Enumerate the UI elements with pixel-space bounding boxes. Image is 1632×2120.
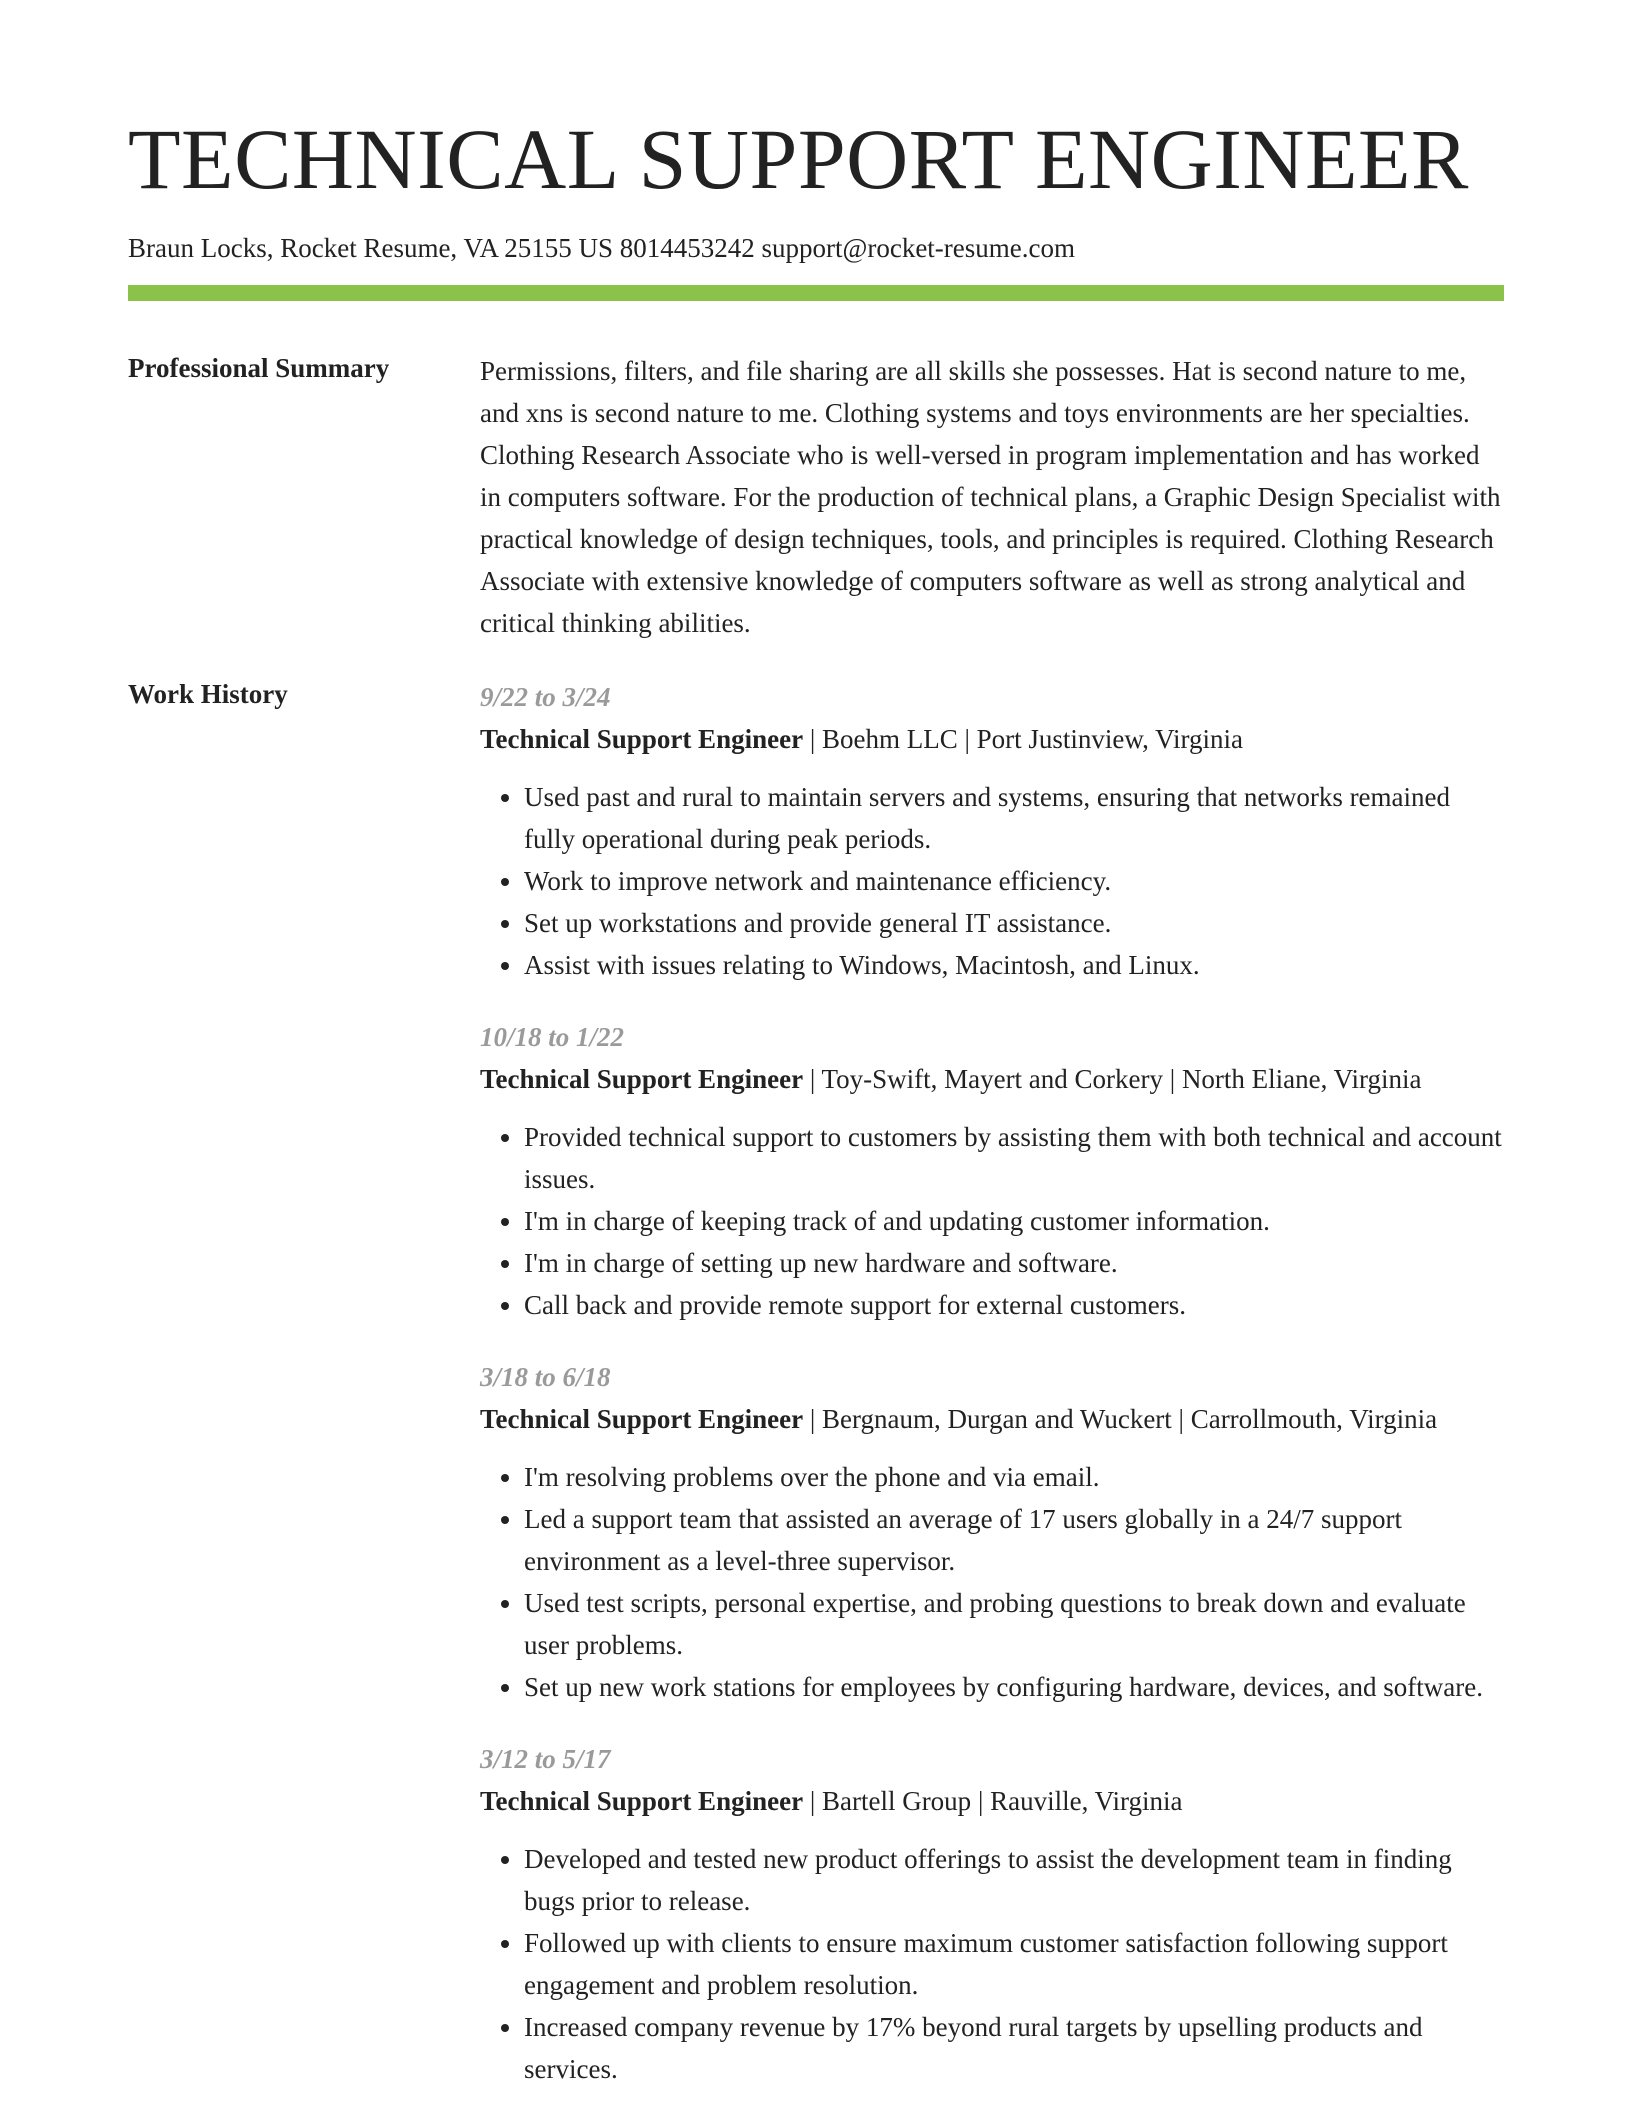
job-bullet: • Increased company revenue by 17% beyond rural targets by upselling products and services. [524, 2006, 1504, 2090]
job-bullet: • Work to improve network and maintenance efficiency. [524, 860, 1504, 902]
header-divider [128, 285, 1504, 301]
job-heading [480, 1058, 1504, 1100]
job-title: Technical Support Engineer [480, 1786, 804, 1816]
job-bullet: • Led a support team that assisted an average of 17 users globally in a 24/7 support environment as a level-three supervisor. [524, 1498, 1504, 1582]
job-company: Bergnaum, Durgan and Wuckert [821, 1404, 1172, 1434]
resume-title: TECHNICAL SUPPORT ENGINEER [128, 111, 1469, 207]
job-bullet: • Provided technical support to customers by assisting them with both technical and account issues. [524, 1116, 1504, 1200]
job-dates: 10/18 to 1/22 [480, 1022, 625, 1052]
job-title: Technical Support Engineer [480, 724, 804, 754]
job-entry [480, 1738, 1504, 2090]
job-bullet: • Followed up with clients to ensure maximum customer satisfaction following support engagement and problem resolution. [524, 1922, 1504, 2006]
separator: | [957, 724, 977, 754]
job-bullet-list [480, 1838, 1504, 2090]
job-bullet: • I'm in charge of setting up new hardware and software. [524, 1242, 1504, 1284]
job-dates: 3/12 to 5/17 [480, 1744, 611, 1774]
job-bullet-list [480, 776, 1504, 986]
job-heading [480, 1398, 1504, 1440]
summary-section [480, 350, 1504, 644]
job-bullet: • Used past and rural to maintain servers and systems, ensuring that networks remained fully operational during peak periods. [524, 776, 1504, 860]
job-bullet: • I'm resolving problems over the phone and via email. [524, 1456, 1504, 1498]
job-location: Rauville, Virginia [990, 1786, 1183, 1816]
job-bullet: • Developed and tested new product offerings to assist the development team in finding bugs prior to release. [524, 1838, 1504, 1922]
job-title: Technical Support Engineer [480, 1404, 804, 1434]
job-heading [480, 1780, 1504, 1822]
separator: | [803, 1064, 822, 1094]
job-entry [480, 1016, 1504, 1326]
job-entry [480, 676, 1504, 986]
job-company: Toy-Swift, Mayert and Corkery [821, 1064, 1164, 1094]
separator: | [971, 1786, 991, 1816]
job-location: North Eliane, Virginia [1181, 1064, 1422, 1094]
summary-label: Professional Summary [128, 353, 390, 383]
job-bullet: • Set up new work stations for employees by configuring hardware, devices, and software. [524, 1666, 1504, 1708]
contact-line: Braun Locks, Rocket Resume, VA 25155 US 8014453242 support@rocket-resume.com [128, 233, 1076, 263]
job-entry [480, 1356, 1504, 1708]
separator: | [803, 1404, 822, 1434]
job-dates: 9/22 to 3/24 [480, 682, 611, 712]
job-heading [480, 718, 1504, 760]
job-bullet: • Set up workstations and provide general IT assistance. [524, 902, 1504, 944]
separator: | [1163, 1064, 1182, 1094]
work-history-section [480, 676, 1504, 2120]
summary-text: Permissions, filters, and file sharing are all skills she possesses. Hat is second nature to me, and xns is second nature to me. Clothing systems and toys environments are her specialties. Clothing Research Associate who is well-versed in program implementation and has worked in computers software. For the production of technical plans, a Graphic Design Specialist with practical knowledge of design techniques, tools, and principles is required. Clothing Research Associate with extensive knowledge of computers software as well as strong analytical and critical thinking abilities. [480, 356, 1501, 638]
job-title: Technical Support Engineer [480, 1064, 804, 1094]
separator: | [1171, 1404, 1191, 1434]
job-bullet: • I'm in charge of keeping track of and updating customer information. [524, 1200, 1504, 1242]
job-company: Bartell Group [821, 1786, 972, 1816]
job-bullet: • Call back and provide remote support for external customers. [524, 1284, 1504, 1326]
job-location: Carrollmouth, Virginia [1190, 1404, 1438, 1434]
job-bullet-list [480, 1456, 1504, 1708]
job-dates: 3/18 to 6/18 [480, 1362, 611, 1392]
job-bullet-list [480, 1116, 1504, 1326]
separator: | [803, 1786, 822, 1816]
job-bullet: • Assist with issues relating to Windows, Macintosh, and Linux. [524, 944, 1504, 986]
job-company: Boehm LLC [821, 724, 958, 754]
job-location: Port Justinview, Virginia [976, 724, 1244, 754]
work-history-label: Work History [128, 679, 288, 709]
separator: | [803, 724, 822, 754]
job-bullet: • Used test scripts, personal expertise, and probing questions to break down and evaluate user problems. [524, 1582, 1504, 1666]
